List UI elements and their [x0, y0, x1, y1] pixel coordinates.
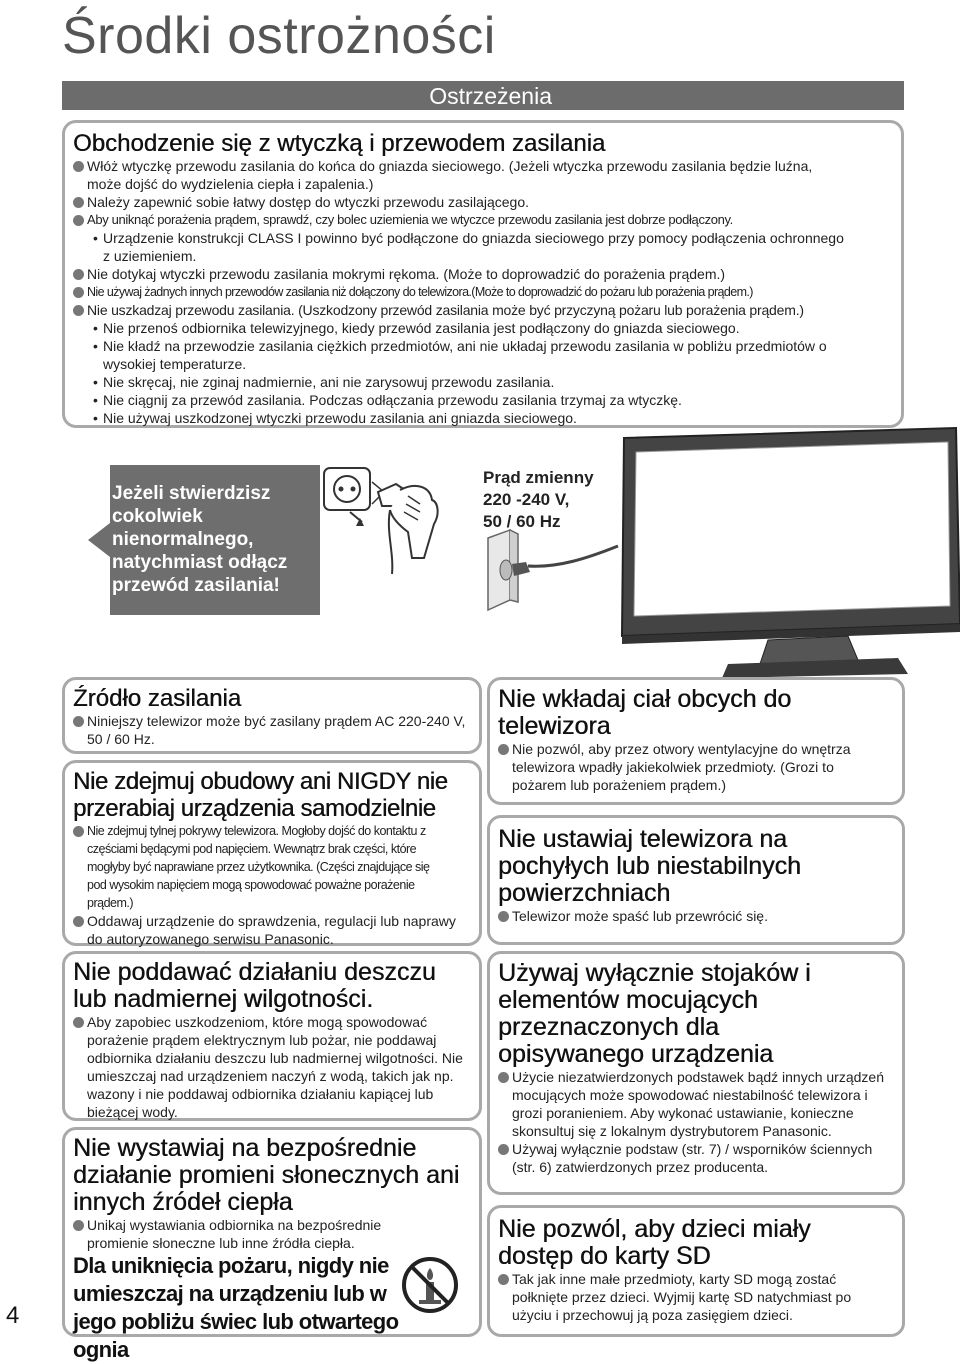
- no-rain-heading: Nie poddawać działaniu deszczu lub nadmiernej wilgotności.: [73, 958, 436, 1013]
- list-item: Nie uszkadzaj przewodu zasilania. (Uszkodzony przewód zasilania może być przyczyną pożaru lub porażenia prądem.): [73, 301, 893, 319]
- no-sun-section: [62, 1127, 482, 1362]
- no-objects-section: [487, 677, 905, 805]
- unplug-hand-illustration: [320, 462, 470, 582]
- list-item: Używaj wyłącznie podstaw (str. 7) / wsporników ściennych (str. 6) zatwierdzonych przez producenta.: [498, 1140, 894, 1176]
- list-item: Nie zdejmuj tylnej pokrywy telewizora. Mogłoby dojść do kontaktu z częściami będącymi pod napięciem. Wewnątrz brak części, które mogłyby być naprawiane przez użytkownika. (Części znajdujące się pod wysokim napięciem mogą spowodować poważne porażenie prądem.): [73, 822, 471, 912]
- page-number: 4: [6, 1302, 20, 1329]
- no-slope-section: [487, 815, 905, 945]
- list-item: Unikaj wystawiania odbiornika na bezpośrednie promienie słoneczne lub inne źródła ciepła.: [73, 1216, 471, 1252]
- list-item: • Nie przenoś odbiornika telewizyjnego, kiedy przewód zasilania jest podłączony do gniazda sieciowego.: [73, 319, 893, 337]
- no-cover-heading: Nie zdejmuj obudowy ani NIGDY nie przerabiaj urządzenia samodzielnie: [73, 768, 448, 822]
- no-candle-icon: [401, 1256, 459, 1314]
- stands-section: [487, 951, 905, 1195]
- power-cord-section: [62, 120, 904, 428]
- no-slope-heading: Nie ustawiaj telewizora na pochyłych lub niestabilnych powierzchniach: [498, 825, 801, 907]
- no-rain-section: [62, 951, 482, 1121]
- no-objects-heading: Nie wkładaj ciał obcych do telewizora: [498, 685, 792, 740]
- power-source-section: [62, 677, 482, 754]
- candle-warning: Dla uniknięcia pożaru, nigdy nie umieszczaj na urządzeniu lub w jego pobliżu świec lub otwartego ognia: [73, 1253, 399, 1362]
- list-item: • Nie używaj uszkodzonej wtyczki przewodu zasilania ani gniazda sieciowego.: [73, 409, 893, 427]
- stands-heading: Używaj wyłącznie stojaków i elementów mocujących przeznaczonych dla opisywanego urządzenia: [498, 959, 811, 1068]
- sd-card-heading: Nie pozwól, aby dzieci miały dostęp do karty SD: [498, 1215, 811, 1270]
- power-source-heading: Źródło zasilania: [73, 685, 242, 712]
- list-item: Niniejszy telewizor może być zasilany prądem AC 220-240 V, 50 / 60 Hz.: [73, 712, 471, 748]
- ac-power-label: Prąd zmienny 220 -240 V, 50 / 60 Hz: [483, 468, 594, 531]
- list-item: Tak jak inne małe przedmioty, karty SD mogą zostać połknięte przez dzieci. Wyjmij kartę SD natychmiast po użyciu i przechowuj ją poza zasięgiem dzieci.: [498, 1270, 894, 1324]
- list-item: • Nie skręcaj, nie zginaj nadmiernie, ani nie zarysowuj przewodu zasilania.: [73, 373, 893, 391]
- tv-illustration: [618, 428, 960, 678]
- power-cord-heading: Obchodzenie się z wtyczką i przewodem zasilania: [73, 130, 606, 157]
- list-item: • Urządzenie konstrukcji CLASS I powinno być podłączone do gniazda sieciowego przy pomocy podłączenia ochronnego z uziemieniem.: [73, 229, 893, 265]
- no-cover-section: [62, 760, 482, 946]
- wall-socket-illustration: [478, 528, 628, 618]
- list-item: Nie używaj żadnych innych przewodów zasilania niż dołączony do telewizora.(Może to doprowadzić do pożaru lub porażenia prądem.): [73, 283, 893, 301]
- list-item: Aby zapobiec uszkodzeniom, które mogą spowodować porażenie prądem elektrycznym lub pożar, nie poddawaj odbiornika działaniu deszczu lub nadmiernej wilgotności. Nie umieszczaj nad urządzeniem naczyń z wodą, takich jak np. wazony i nie poddawaj odbiornika działaniu kapiącej lub bieżącej wody.: [73, 1013, 471, 1121]
- section-banner: [62, 81, 904, 110]
- list-item: Włóż wtyczkę przewodu zasilania do końca do gniazda sieciowego. (Jeżeli wtyczka przewodu zasilania będzie luźna, może dojść do wydzielenia ciepła i zapalenia.): [73, 157, 893, 193]
- warning-callout-text: Jeżeli stwierdzisz cokolwiek nienormalnego, natychmiast odłącz przewód zasilania!: [112, 483, 288, 596]
- list-item: Telewizor może spaść lub przewrócić się.: [498, 907, 894, 925]
- list-item: Należy zapewnić sobie łatwy dostęp do wtyczki przewodu zasilającego.: [73, 193, 893, 211]
- list-item: Nie dotykaj wtyczki przewodu zasilania mokrymi rękoma. (Może to doprowadzić do porażenia prądem.): [73, 265, 893, 283]
- list-item: Nie pozwól, aby przez otwory wentylacyjne do wnętrza telewizora wpadły jakiekolwiek przedmioty. (Grozi to pożarem lub porażeniem prądem.): [498, 740, 894, 794]
- list-item: Aby uniknąć porażenia prądem, sprawdź, czy bolec uziemienia we wtyczce przewodu zasilania jest dobrze podłączony.: [73, 211, 893, 229]
- list-item: • Nie ciągnij za przewód zasilania. Podczas odłączania przewodu zasilania trzymaj za wtyczkę.: [73, 391, 893, 409]
- section-banner-label: Ostrzeżenia: [429, 83, 552, 109]
- list-item: Użycie niezatwierdzonych podstawek bądź innych urządzeń mocujących może spowodować niestabilność telewizora i grozi poranieniem. Aby wykonać ustawianie, konieczne skonsultuj się z lokalnym dystrybutorem Panasonic.: [498, 1068, 894, 1140]
- list-item: • Nie kładź na przewodzie zasilania ciężkich przedmiotów, ani nie układaj przewodu zasilania w pobliżu przedmiotów o wysokiej temperaturze.: [73, 337, 893, 373]
- no-sun-heading: Nie wystawiaj na bezpośrednie działanie promieni słonecznych ani innych źródeł ciepła: [73, 1134, 460, 1216]
- list-item: Oddawaj urządzenie do sprawdzenia, regulacji lub naprawy do autoryzowanego serwisu Panasonic.: [73, 912, 471, 948]
- page-title: Środki ostrożności: [62, 7, 496, 65]
- sd-card-section: [487, 1205, 905, 1337]
